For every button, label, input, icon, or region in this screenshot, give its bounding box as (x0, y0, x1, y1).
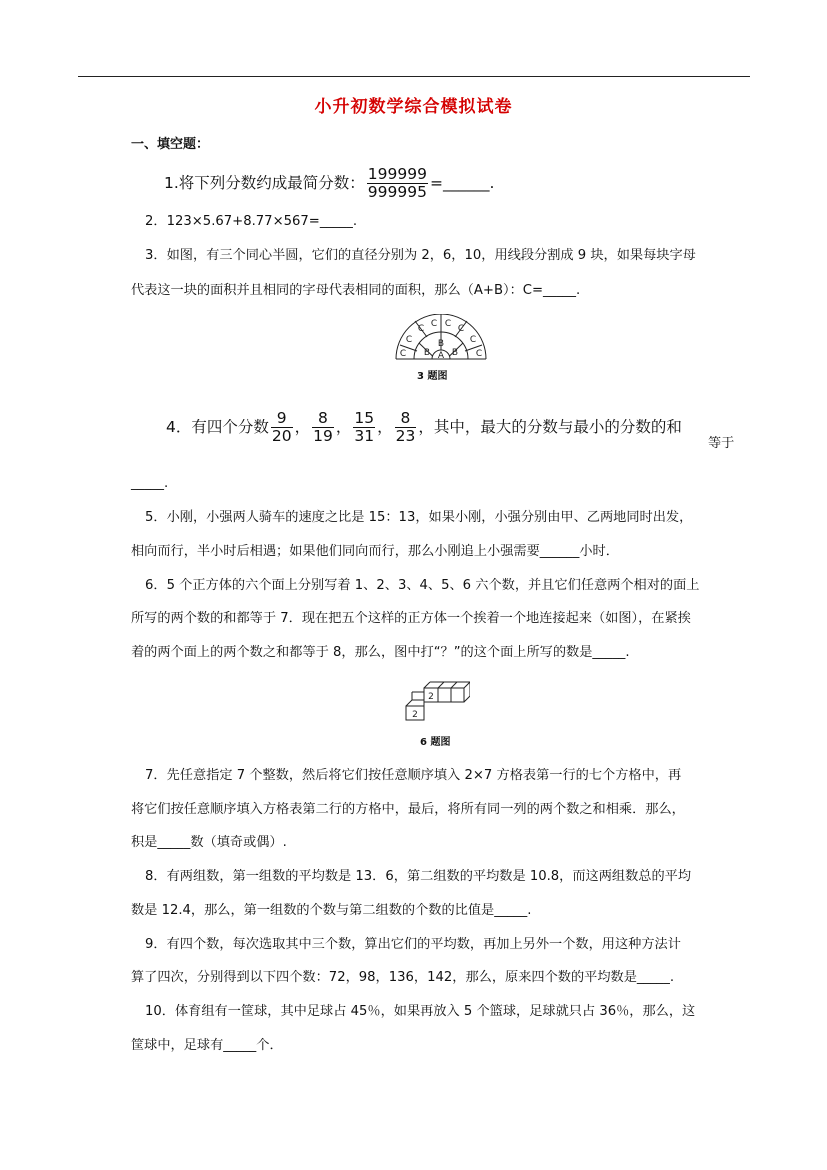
question-7-line-1: 7．先任意指定 7 个整数，然后将它们按任意顺序填入 2×7 方格表第一行的七个方格中，再 (145, 768, 682, 783)
figure-6-caption: 6 题图 (420, 737, 451, 748)
fig3-label-a: A (437, 351, 445, 361)
fig6-label-front: 2 (412, 710, 418, 720)
q4-fraction-3 (353, 410, 375, 445)
q4-fraction-2 (312, 410, 334, 445)
q4-f1-num: 9 (271, 410, 293, 428)
fig3-label-c2: C (405, 335, 413, 345)
question-8-line-1: 8．有两组数，第一组数的平均数是 13．6，第二组数的平均数是 10.8，而这两组数总的平均 (145, 869, 692, 884)
question-10-line-1: 10．体育组有一筐球，其中足球占 45％，如果再放入 5 个篮球，足球就只占 36％，那么，这 (145, 1004, 696, 1019)
question-5-line-2: 相向而行，半小时后相遇；如果他们同向而行，那么小刚追上小强需要______小时． (131, 544, 619, 559)
fig3-label-c8: C (475, 349, 483, 359)
semicircle-figure (394, 314, 488, 362)
fig3-label-c6: C (457, 324, 465, 334)
q1-fraction (367, 166, 428, 201)
fig6-label-top: 2 (428, 692, 434, 702)
fig3-label-c7: C (469, 335, 477, 345)
q1-text: 1.将下列分数约成最简分数： (164, 174, 365, 192)
question-8-line-2: 数是 12.4，那么，第一组数的个数与第二组数的个数的比值是_____. (131, 903, 532, 918)
q4-sep-3: ， (377, 418, 393, 436)
question-6-line-1: 6．5 个正方体的六个面上分别写着 1、2、3、4、5、6 六个数，并且它们任意两个相对的面上 (145, 578, 700, 593)
fig3-label-c3: C (417, 324, 425, 334)
q4-fraction-4 (395, 410, 417, 445)
question-3-line-1: 3．如图，有三个同心半圆，它们的直径分别为 2，6，10，用线段分割成 9 块，如果每块字母 (145, 248, 696, 263)
cube-row-figure (404, 680, 470, 722)
question-4-tail: 等于 (708, 436, 735, 451)
question-4-blank: _____. (131, 476, 169, 491)
q4-f4-num: 8 (395, 410, 417, 428)
q1-denominator: 999995 (367, 183, 427, 201)
fig3-label-c1: C (399, 349, 407, 359)
fig3-label-b1: B (423, 348, 431, 358)
page-title: 小升初数学综合模拟试卷 (314, 97, 513, 117)
fig3-label-b3: B (451, 348, 459, 358)
section-heading: 一、填空题： (131, 137, 210, 152)
q4-f2-num: 8 (312, 410, 334, 428)
q4-sep-2: ， (335, 418, 352, 436)
question-10-line-2: 筐球中，足球有_____个． (131, 1038, 283, 1053)
q4-f1-den: 20 (271, 427, 292, 445)
question-7-line-2: 将它们按任意顺序填入方格表第二行的方格中，最后，将所有同一列的两个数之和相乘．那么， (131, 802, 685, 817)
figure-3-caption: 3 题图 (417, 371, 448, 382)
q4-f3-den: 31 (354, 427, 375, 445)
q1-numerator: 199999 (367, 165, 427, 183)
question-3-line-2: 代表这一块的面积并且相同的字母代表相同的面积，那么（A+B）：C=_____. (131, 283, 581, 298)
q4-f3-num: 15 (354, 409, 375, 427)
q4-sep-1: ， (294, 418, 311, 436)
question-4 (166, 410, 682, 445)
fig3-label-c5: C (444, 319, 452, 329)
question-6-line-3: 着的两个面上的两个数之和都等于 8，那么，图中打“？”的这个面上所写的数是_____. (131, 645, 630, 660)
q4-prefix: 4．有四个分数 (166, 418, 269, 436)
question-9-line-2: 算了四次，分别得到以下四个数：72，98，136，142，那么，原来四个数的平均数是_____. (131, 970, 675, 985)
header-rule (78, 76, 750, 77)
question-2: 2．123×5.67+8.77×567=_____. (145, 214, 358, 229)
q4-f2-den: 19 (313, 427, 333, 445)
question-9-line-1: 9．有四个数，每次选取其中三个数，算出它们的平均数，再加上另外一个数，用这种方法计 (145, 937, 681, 952)
fig3-label-b2: B (437, 339, 445, 349)
question-7-line-3: 积是_____数（填奇或偶）. (131, 835, 287, 850)
q4-suffix: ，其中，最大的分数与最小的分数的和 (418, 418, 682, 436)
q4-fraction-1 (271, 410, 293, 445)
question-1 (164, 166, 494, 201)
fig3-label-c4: C (430, 319, 438, 329)
question-5-line-1: 5．小刚，小强两人骑车的速度之比是 15：13，如果小刚，小强分别由甲、乙两地同时出发， (145, 510, 693, 525)
question-6-line-2: 所写的两个数的和都等于 7．现在把五个这样的正方体一个挨着一个地连接起来（如图），在紧挨 (131, 611, 691, 626)
q4-f4-den: 23 (395, 427, 416, 445)
q1-tail: =______. (429, 174, 495, 192)
